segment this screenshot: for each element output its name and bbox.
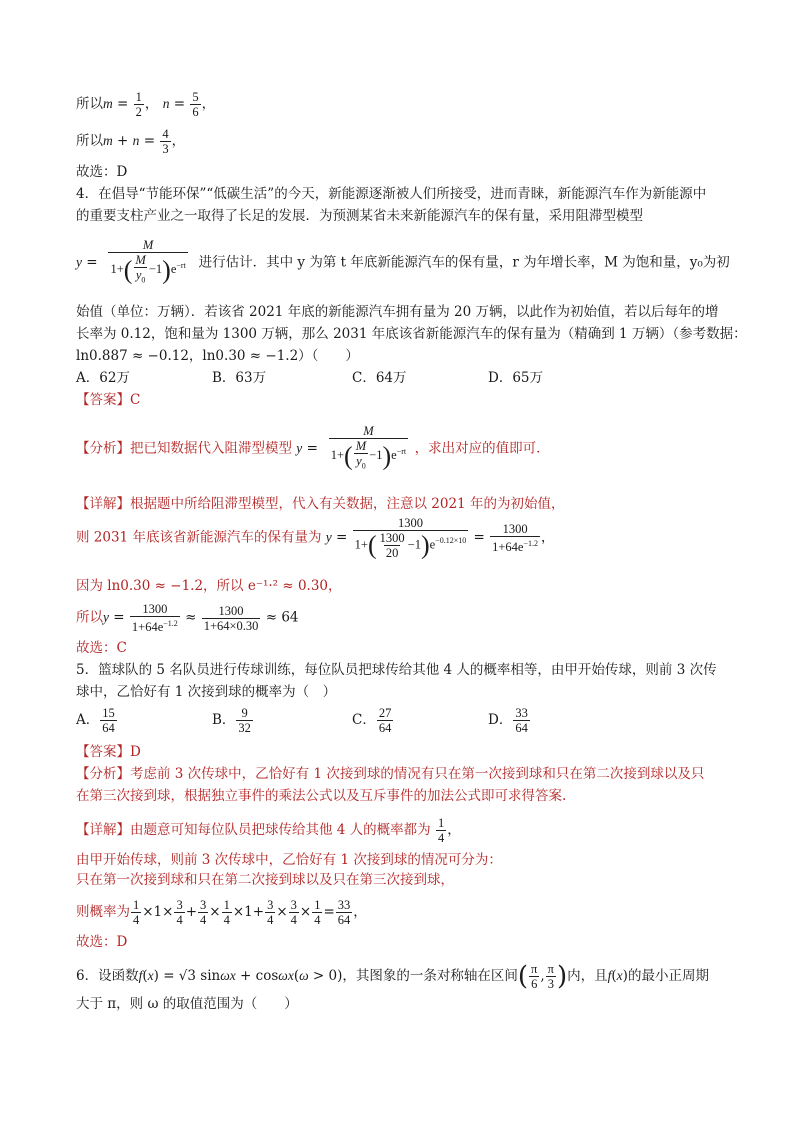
q5-detail-2: 由甲开始传球，则前 3 次传球中，乙恰好有 1 次接到球的情况可分为： [76,852,502,868]
q4-options [76,368,543,388]
text: 则 2031 年底该省新能源汽车的保有量为 [76,529,322,546]
q5-text-2: 球中，乙恰好有 1 次接到球的概率为（ ） [76,684,337,700]
q4-text-6: ln0.887 ≈ −0.12，ln0.30 ≈ −1.2）（ ） [76,348,359,364]
q4-detail-2: 则 2031 年底该省新能源汽车的保有量为 y = 1300 1+( $\frac{1300}{20}$ $-1)e^{-0.12\times 10}$ = $\frac{1300}{1+64e^{-1.2}}$ ， [76,516,555,560]
option-d: D． $\frac{33}{64}$ [488,706,528,735]
q4-text-4: 始值（单位：万辆）．若该省 2021 年底的新能源汽车拥有量为 20 万辆，以此作为初始值，若以后每年的增 [76,304,719,320]
text: ， [447,822,461,838]
q4-analysis: 【分析】把已知数据代入阻滞型模型 y = M 1+( $\frac{M}{y_0}$ $-1)e^{-rt}$ ，求出对应的值即可． [76,424,550,474]
text: 的最小正周期 [627,968,709,984]
option-b: B． $\frac{9}{32}$ [212,706,251,735]
q4-model-line: y = M 1+( $\frac{M}{y_0}$ $-1)e^{-rt}$ 进行估计．其中 y 为第 t 年底新能源汽车的保有量，r 为年增长率，M 为饱和量，y₀为初 [76,238,730,288]
fraction: $\frac{1}{4}$ [437,816,445,845]
formula: $\frac{1300}{1+64e^{-1.2}}$ [492,521,538,555]
text: 所以 [76,609,103,626]
q5-detail-3: 只在第一次接到球和只在第二次接到球以及只在第三次接到球， [76,872,454,888]
formula: 1300 1+( $\frac{1300}{20}$ $-1)e^{-0.12\times 10}$ [354,516,467,560]
q4-detail-3: 因为 ln0.30 ≈ −1.2，所以 e⁻¹·² ≈ 0.30， [76,578,342,594]
text: ， [541,529,555,546]
text: ， [353,904,367,920]
q4-detail [76,494,564,514]
text: 由题意可知每位队员把球传给其他 4 人的概率都为 [130,822,431,838]
text: ， [201,96,216,112]
q5-detail-4: 则概率为 $\frac{1}{4}$ ×1× $\frac{3}{4}$ + $\frac{3}{4}$ × $\frac{1}{4}$ ×1+ $\frac{3}{4}$ × $\frac{3}{4}$ × $\frac{1}{4}$ = $\frac{33}{64}$ ， [76,898,367,927]
line-sum: 所以m + n = $\frac{4}{3}$ ， [76,127,186,156]
q5-analysis [76,764,704,784]
q5-analysis-2: 在第三次接到球，根据独立事件的乘法公式以及互斥事件的加法公式即可求得答案. [76,788,567,804]
text: 6．设函数 [76,968,139,984]
fraction: $\frac{4}{3}$ [162,127,169,156]
tag: 【分析】 [76,766,130,782]
q4-text-1: 4．在倡导“节能环保”“低碳生活”的今天，新能源逐渐被人们所接受，进而青睐，新能源汽车作为新能源中 [76,186,707,202]
q5-options [76,706,531,735]
q4-text-2: 的重要支柱产业之一取得了长足的发展．为预测某省未来新能源汽车的保有量，采用阻滞型模型 [76,208,643,224]
tag: 【详解】 [76,496,130,512]
q5-answer: 【答案】D [76,744,141,760]
text: 所以 [76,96,103,112]
q4-detail-4: 所以y = $\frac{1300}{1+64e^{-1.2}}$ ≈ $\frac{1300}{1+64\times 0.30}$ ≈ 64 [76,602,299,635]
text: 根据题中所给阻滞型模型，代入有关数据，注意以 2021 年的为初始值， [130,496,565,512]
line-m-n: 所以m = $\frac{1}{2}$ ， n = $\frac{5}{6}$ ， [76,90,216,119]
fraction: $\frac{1}{2}$ [135,90,142,119]
text: ，求出对应的值即可． [414,440,550,457]
q4-answer: 【答案】C [76,392,141,408]
model-formula: M 1+( $\frac{M}{y_0}$ $-1)e^{-rt}$ [103,238,193,288]
text: ，其图象的一条对称轴在区间 [342,968,518,984]
text: 内，且 [567,968,608,984]
tag: 【详解】 [76,822,130,838]
text: ， [171,133,186,149]
q4-text-5: 长率为 0.12，饱和量为 1300 万辆，那么 2031 年底该省新能源汽车的保有量为（精确到 1 万辆）（参考数据： [76,326,747,342]
text: 则概率为 [76,904,130,920]
q5-text-1: 5．篮球队的 5 名队员进行传球训练，每位队员把球传给其他 4 人的概率相等，由甲开始传球，则前 3 次传 [76,662,717,678]
answer-select: 故选：D [76,164,128,180]
q6-text-1: 6．设函数f(x) = √3 sinωx + cosωx(ω > 0)，其图象的一条对称轴在区间( $\frac{\pi}{6}$ , $\frac{\pi}{3}$ )内，且f(x)的最小正周期 [76,961,709,992]
option-b: B．63万 [212,370,267,386]
text: 进行估计．其中 y 为第 t 年底新能源汽车的保有量，r 为年增长率，M 为饱和量，y₀为初 [198,254,730,271]
option-c: C．64万 [352,370,407,386]
q5-select: 故选：D [76,934,128,950]
model-formula: M 1+( $\frac{M}{y_0}$ $-1)e^{-rt}$ [323,424,413,474]
formula: $\frac{1300}{1+64\times 0.30}$ [203,603,259,633]
option-a: A．62万 [76,370,130,386]
text: 把已知数据代入阻滞型模型 [130,440,292,457]
text: 所以 [76,133,103,149]
formula: $\frac{1300}{1+64e^{-1.2}}$ [131,602,178,635]
tag: 【分析】 [76,440,130,457]
option-a: A． $\frac{15}{64}$ [76,706,115,735]
text: 考虑前 3 次传球中，乙恰好有 1 次接到球的情况有只在第一次接到球和只在第二次接到球以及只 [130,766,705,782]
q5-detail [76,816,461,845]
fraction: $\frac{5}{6}$ [192,90,199,119]
option-d: D．65万 [488,370,544,386]
text: ≈ 64 [265,609,299,626]
q6-text-2: 大于 π，则 ω 的取值范围为（ ） [76,996,298,1012]
q4-select: 故选：C [76,640,127,656]
option-c: C． $\frac{27}{64}$ [352,706,392,735]
